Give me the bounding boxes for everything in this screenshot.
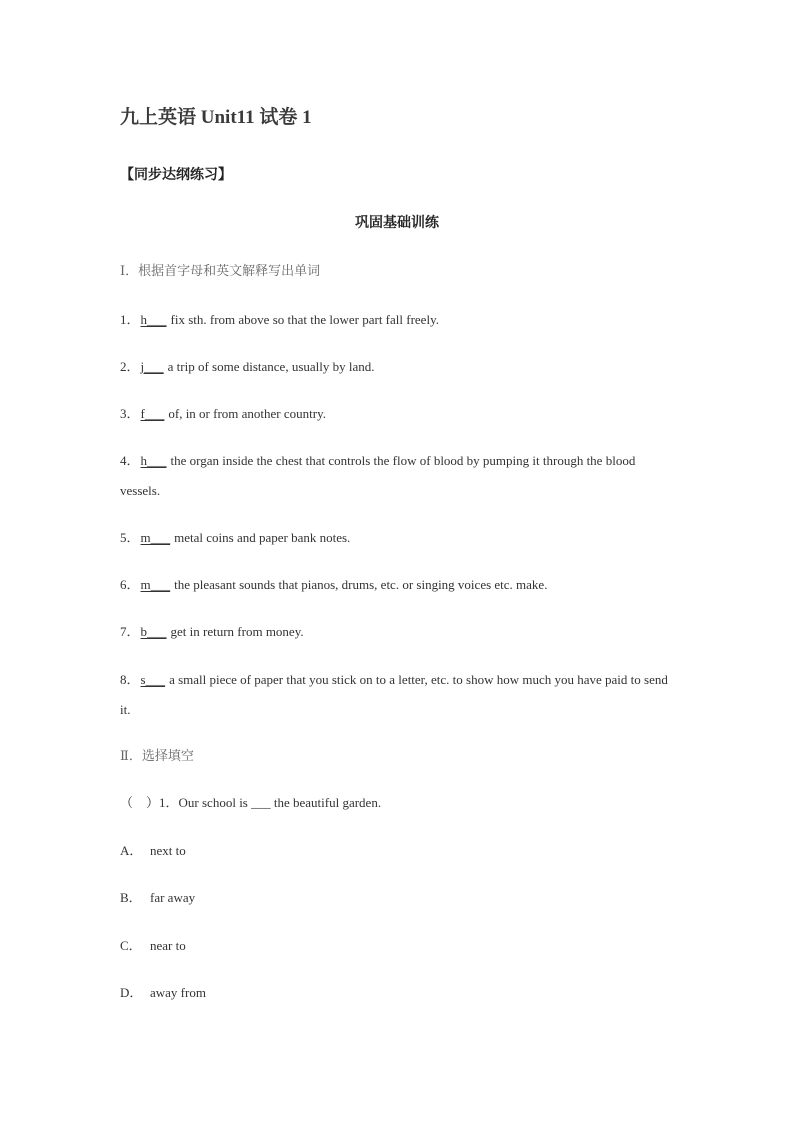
- question-number: 1．: [159, 795, 179, 810]
- basic-training-heading: 巩固基础训练: [355, 216, 439, 231]
- page-title: 九上英语 Unit11 试卷 1: [120, 107, 312, 128]
- option-label: C．: [120, 938, 142, 953]
- item-definition: the pleasant sounds that pianos, drums, etc. or singing voices etc. make.: [174, 577, 548, 592]
- answer-blank: j___: [140, 359, 164, 374]
- item-number: 5．: [120, 530, 140, 545]
- option-label: A．: [120, 843, 143, 858]
- answer-blank: s___: [140, 672, 166, 687]
- option-d: [120, 978, 676, 1008]
- item-definition: metal coins and paper bank notes.: [174, 530, 351, 545]
- item-definition: a small piece of paper that you stick on to a letter, etc. to show how much you have paid to send it.: [120, 672, 668, 717]
- option-label: B．: [120, 890, 142, 905]
- option-text: far away: [150, 890, 196, 905]
- item-number: 2．: [120, 359, 140, 374]
- sync-practice-heading: 【同步达纲练习】: [120, 168, 232, 183]
- item-number: 4．: [120, 453, 140, 468]
- fill-item-4: [120, 446, 676, 506]
- item-definition: the organ inside the chest that controls the flow of blood by pumping it through the blood vessels.: [120, 453, 636, 498]
- answer-blank: b___: [140, 624, 167, 639]
- section-1-title: Ⅰ．根据首字母和英文解释写出单词: [120, 263, 321, 278]
- fill-item-8: [120, 665, 676, 725]
- choice-question-1: [120, 788, 676, 818]
- item-definition: of, in or from another country.: [168, 406, 326, 421]
- option-text: near to: [150, 938, 186, 953]
- item-number: 3．: [120, 406, 140, 421]
- answer-blank: h___: [140, 453, 167, 468]
- option-a: [120, 836, 676, 866]
- answer-blank: m___: [140, 577, 171, 592]
- option-b: [120, 883, 676, 913]
- fill-item-6: [120, 570, 676, 600]
- fill-item-5: [120, 523, 676, 553]
- item-definition: get in return from money.: [170, 624, 304, 639]
- item-number: 1．: [120, 312, 140, 327]
- option-text: next to: [150, 843, 186, 858]
- question-stem: Our school is ___ the beautiful garden.: [178, 795, 382, 810]
- item-definition: fix sth. from above so that the lower part fall freely.: [170, 312, 439, 327]
- answer-blank: h___: [140, 312, 167, 327]
- answer-bracket: （ ）: [120, 795, 160, 810]
- answer-blank: m___: [140, 530, 171, 545]
- item-definition: a trip of some distance, usually by land.: [167, 359, 375, 374]
- fill-item-3: [120, 399, 676, 429]
- item-number: 8．: [120, 672, 140, 687]
- fill-item-7: [120, 617, 676, 647]
- item-number: 7．: [120, 624, 140, 639]
- item-number: 6．: [120, 577, 140, 592]
- section-2-title: Ⅱ．选择填空: [120, 748, 194, 763]
- option-c: [120, 931, 676, 961]
- fill-item-2: [120, 352, 676, 382]
- fill-item-1: [120, 305, 676, 335]
- option-text: away from: [150, 985, 206, 1000]
- option-label: D．: [120, 985, 143, 1000]
- answer-blank: f___: [140, 406, 165, 421]
